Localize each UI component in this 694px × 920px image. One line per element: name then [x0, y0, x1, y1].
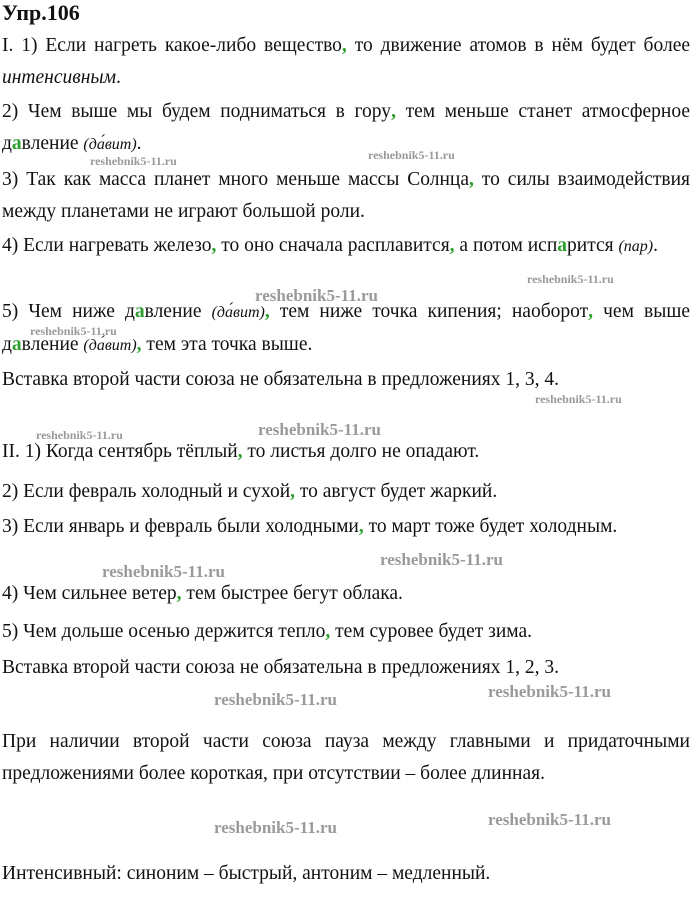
sentence-2-4: 4) Чем сильнее ветер, тем быстрее бегут облака. [2, 583, 403, 604]
note-section-2: Вставка второй части союза не обязательна в предложениях 1, 2, 3. [2, 657, 559, 678]
watermark: reshebnik5-11.ru [535, 392, 622, 406]
sentence-2-1: II. 1) Когда сентябрь тёплый, то листья долго не опадают. [2, 441, 480, 462]
sentence-1-4: 4) Если нагревать железо, то оно сначала расплавится, а потом испарится (пар). [2, 235, 658, 256]
watermark: reshebnik5-11.ru [214, 690, 337, 709]
sentence-2-2: 2) Если февраль холодный и сухой, то август будет жаркий. [2, 481, 498, 502]
note-section-1: Вставка второй части союза не обязательна в предложениях 1, 3, 4. [2, 369, 559, 390]
watermark: reshebnik5-11.ru [255, 286, 378, 305]
watermark: reshebnik5-11.ru [90, 154, 177, 168]
sentence-2-5: 5) Чем дольше осенью держится тепло, тем суровее будет зима. [2, 621, 533, 642]
sentence-2-3: 3) Если январь и февраль были холодными, то март тоже будет холодным. [2, 516, 618, 537]
watermark: reshebnik5-11.ru [258, 420, 381, 439]
watermark: reshebnik5-11.ru [488, 682, 611, 701]
sentence-1-5: 5) Чем ниже давление (да́вит), тем ниже точка кипения; наоборот, чем выше давление (да́вит), тем эта точка выше. [2, 301, 691, 355]
watermark: reshebnik5-11.ru [368, 148, 455, 162]
synonym-antonym: Интенсивный: синоним – быстрый, антоним – медленный. [2, 863, 491, 884]
sentence-1-3: 3) Так как масса планет много меньше массы Солнца, то силы взаимодействия между планетами не играют большой роли. [2, 169, 690, 222]
watermark: reshebnik5-11.ru [214, 818, 337, 837]
sentence-1-2: 2) Чем выше мы будем подниматься в гору, тем меньше станет атмосферное давление (да́вит). [2, 101, 691, 154]
exercise-title: Упр.106 [2, 0, 80, 25]
pause-explanation: При наличии второй части союза пауза между главными и придаточными предложениями более короткая, при отсутствии – более длинная. [2, 731, 690, 784]
watermark: reshebnik5-11.ru [102, 562, 225, 581]
watermark: reshebnik5-11.ru [30, 324, 117, 338]
watermark: reshebnik5-11.ru [488, 810, 611, 829]
watermark: reshebnik5-11.ru [527, 272, 614, 286]
sentence-1-1: I. 1) Если нагреть какое-либо вещество, то движение атомов в нём будет более интенсивным. [2, 35, 690, 88]
watermark: reshebnik5-11.ru [36, 428, 123, 442]
watermark: reshebnik5-11.ru [380, 550, 503, 569]
